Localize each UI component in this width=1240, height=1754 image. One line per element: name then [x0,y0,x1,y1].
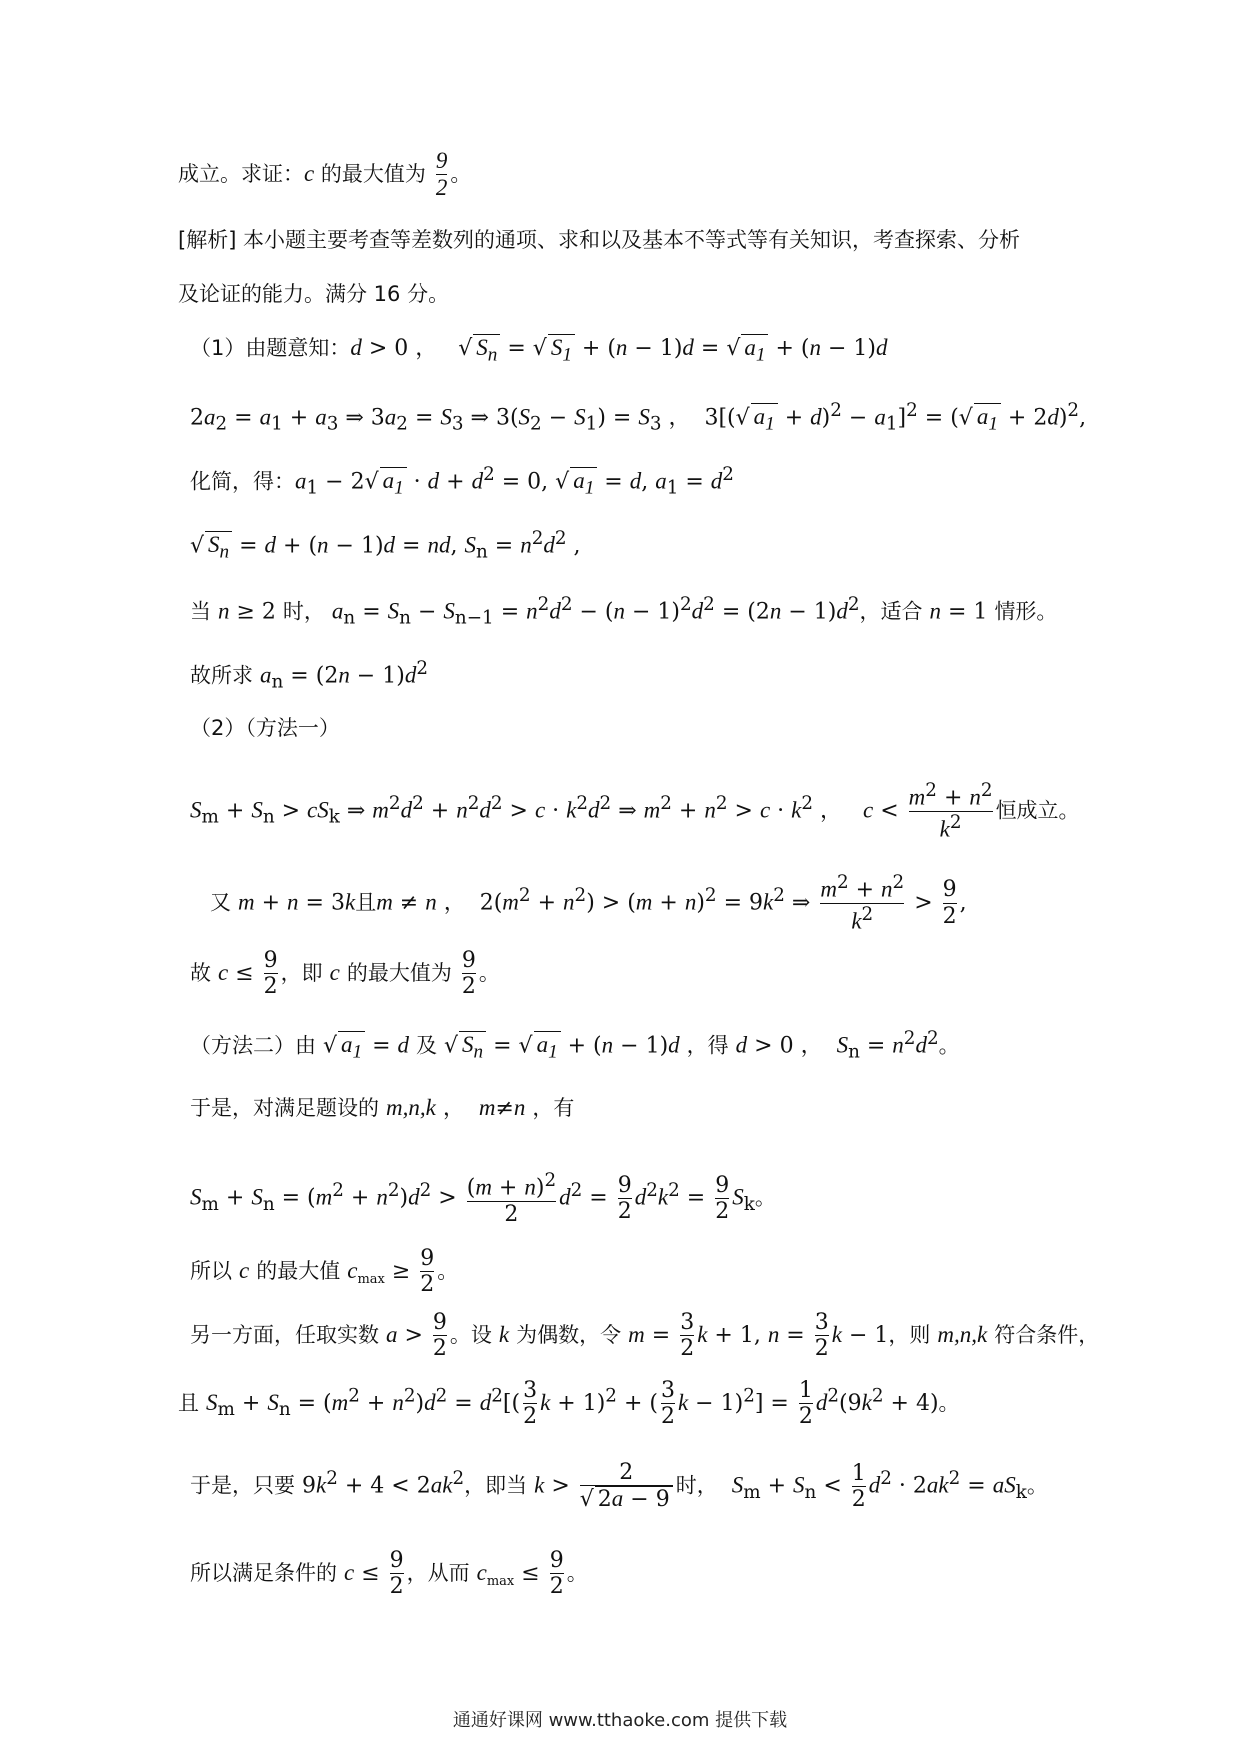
method1-step2: 又 m + n = 3k且m ≠ n ， $2(m^2 + n^2) > (m + n)^2 = 9k^2$ ⇒ $\frac{m^2 + n^2}{k^2}$ > $\frac{9}{2}$ , [210,872,967,934]
method2-step2: 于是，对满足题设的 m,n,k ， m≠n ，有 [190,1095,575,1121]
part1-step2: $2a_2 = a_1 + a_3$ ⇒ $3a_2 = S_3$ ⇒ $3(S_2 - S_1) = S_3$ ， 3[(√ $a_1 + d)^2 - a_1]^2$ = (√ $a_1 + 2d)^2$, [190,400,1087,435]
text-line-1: 成立。求证：c 的最大值为 $\frac{9}{2}$ 。 [178,148,472,201]
method2-step4: 所以 c 的最大值 $c_{max}$ ≥ $\frac{9}{2}$ 。 [190,1246,459,1298]
method1-step1: $S_m + S_n > cS_k$ ⇒ $m^2d^2 + n^2d^2 > c \cdot k^2d^2$ ⇒ $m^2 + n^2 > c \cdot k^2$ ， c < $\frac{m^2 + n^2}{k^2}$ 恒成立。 [190,780,1080,842]
part1-conclusion: 故所求 $a_n = (2n - 1)d^2$ [190,658,428,693]
part1-step3: 化简，得：$a_1 - 2√$ $a_1 \cdot d + d^2 = 0$, √ $a_1 = d$, $a_1 = d^2$ [190,464,734,499]
part2-method1-heading: （2）（方法一） [190,716,340,740]
method2-step3: $S_m + S_n = (m^2 + n^2)d^2$ > $\frac{(m + n)^2}{2}$ $d^2$ = $\frac{9}{2}$ $d^2k^2$ = $\frac{9}{2}$ $S_k$。 [190,1170,776,1227]
part1-step1: （1）由题意知：d > 0 ， √ $S_n$ = √ $S_1 + (n - 1)d$ = √ $a_1 + (n - 1)d$ [190,335,888,366]
method1-conclusion: 故 c ≤ $\frac{9}{2}$ ，即 c 的最大值为 $\frac{9}{2}$ 。 [190,948,500,1000]
analysis-intro-cont: 及论证的能力。满分 16 分。 [178,282,450,306]
method2-step7: 于是，只要 $9k^2 + 4 < 2ak^2$，即当 k > $\frac{2}{√ 2a - 9}$ 时， $S_m + S_n$ < $\frac{1}{2}$ $d^2 \cdot 2ak^2 = aS_k$。 [190,1460,1048,1513]
method2-step1: （方法二）由 √ $a_1 = d$ 及 √ $S_n$ = √ $a_1 + (n - 1)d$ ，得 d > 0 ， $S_n = n^2d^2$。 [190,1028,960,1063]
method2-step5: 另一方面，任取实数 a > $\frac{9}{2}$ 。设 k 为偶数，令 m = $\frac{3}{2}$ k + 1, n = $\frac{3}{2}$ k − 1，则 m,n,k 符合条件， [190,1310,1100,1362]
part1-step5: 当 n ≥ 2 时， $a_n = S_n - S_{n-1} = n^2d^2 - (n - 1)^2d^2 = (2n - 1)d^2$，适合 n = 1 情形。 [190,594,1058,629]
page-footer: 通通好课网 www.tthaoke.com 提供下载 [452,1710,788,1731]
part1-step4: √ $S_n = d + (n - 1)d$ = nd, $S_n = n^2d^2$ , [190,528,581,563]
method2-step6: 且 $S_m + S_n = (m^2 + n^2)d^2 = d^2$[( $\frac{3}{2}$ k + 1)$^2$ + ( $\frac{3}{2}$ k − 1)$^2$] = $\frac{1}{2}$ $d^2(9k^2 + 4)$。 [178,1378,960,1430]
method2-conclusion: 所以满足条件的 c ≤ $\frac{9}{2}$ ，从而 $c_{max}$ ≤ $\frac{9}{2}$ 。 [190,1548,588,1600]
analysis-intro: [解析] 本小题主要考查等差数列的通项、求和以及基本不等式等有关知识，考查探索、分析 [178,228,1021,252]
